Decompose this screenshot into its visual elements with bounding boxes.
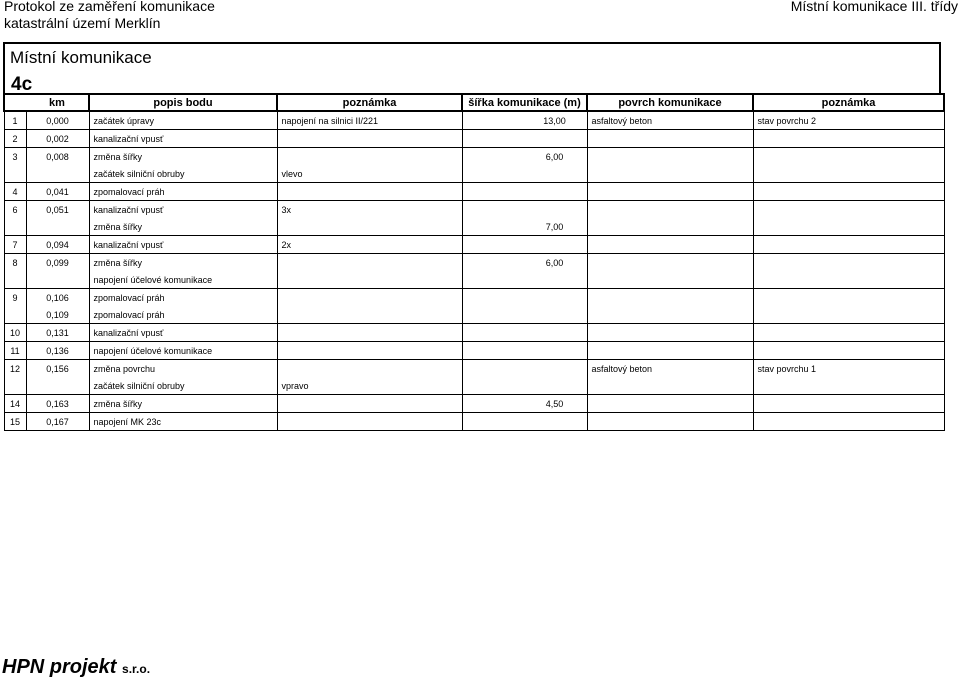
row-description: změna šířky xyxy=(89,254,277,272)
row-surface xyxy=(587,306,753,324)
table-row xyxy=(4,254,944,272)
row-width xyxy=(462,201,587,219)
company-footer xyxy=(2,656,150,679)
row-index: 9 xyxy=(4,289,26,307)
row-index xyxy=(4,377,26,395)
row-width xyxy=(462,306,587,324)
row-note-2 xyxy=(753,218,944,236)
row-index xyxy=(4,218,26,236)
row-index: 3 xyxy=(4,148,26,166)
row-width: 6,00 xyxy=(462,254,587,272)
company-suffix: s.r.o. xyxy=(122,662,151,676)
row-note xyxy=(277,218,462,236)
table-row xyxy=(4,271,944,289)
row-width xyxy=(462,413,587,431)
table-row xyxy=(4,201,944,219)
row-note-2: stav povrchu 1 xyxy=(753,360,944,378)
row-index: 2 xyxy=(4,130,26,148)
row-km: 0,156 xyxy=(26,360,89,378)
row-note-2 xyxy=(753,271,944,289)
row-note-2 xyxy=(753,254,944,272)
row-note-2 xyxy=(753,413,944,431)
table-row xyxy=(4,165,944,183)
header-km: km xyxy=(26,94,89,111)
road-class-label: Místní komunikace III. třídy xyxy=(790,0,958,14)
table-row xyxy=(4,130,944,148)
row-note xyxy=(277,130,462,148)
row-note-2 xyxy=(753,201,944,219)
row-km: 0,008 xyxy=(26,148,89,166)
row-index: 10 xyxy=(4,324,26,342)
row-width xyxy=(462,165,587,183)
row-note xyxy=(277,324,462,342)
header-index xyxy=(4,94,26,111)
row-index: 7 xyxy=(4,236,26,254)
row-note-2 xyxy=(753,183,944,201)
row-note: 2x xyxy=(277,236,462,254)
row-surface xyxy=(587,165,753,183)
header-road-width: šířka komunikace (m) xyxy=(462,94,587,111)
row-width xyxy=(462,236,587,254)
row-km: 0,167 xyxy=(26,413,89,431)
row-width: 13,00 xyxy=(462,111,587,130)
row-surface xyxy=(587,183,753,201)
row-description: zpomalovací práh xyxy=(89,306,277,324)
table-header-row xyxy=(4,94,944,111)
row-description: změna šířky xyxy=(89,218,277,236)
row-description: napojení MK 23c xyxy=(89,413,277,431)
row-note-2 xyxy=(753,324,944,342)
row-index: 4 xyxy=(4,183,26,201)
row-note: vpravo xyxy=(277,377,462,395)
row-note-2 xyxy=(753,148,944,166)
row-note xyxy=(277,360,462,378)
row-note-2 xyxy=(753,236,944,254)
table-row xyxy=(4,306,944,324)
row-index: 14 xyxy=(4,395,26,413)
title-box xyxy=(3,42,941,93)
header-note-2: poznámka xyxy=(753,94,944,111)
row-surface xyxy=(587,289,753,307)
row-index xyxy=(4,165,26,183)
header-note: poznámka xyxy=(277,94,462,111)
table-row xyxy=(4,111,944,130)
row-description: kanalizační vpusť xyxy=(89,201,277,219)
row-surface xyxy=(587,271,753,289)
row-width xyxy=(462,342,587,360)
row-note xyxy=(277,413,462,431)
row-index: 8 xyxy=(4,254,26,272)
table-row xyxy=(4,413,944,431)
row-width xyxy=(462,271,587,289)
row-index: 11 xyxy=(4,342,26,360)
row-note xyxy=(277,289,462,307)
row-km: 0,041 xyxy=(26,183,89,201)
table-row xyxy=(4,360,944,378)
table-row xyxy=(4,395,944,413)
row-width xyxy=(462,183,587,201)
row-note xyxy=(277,306,462,324)
header-road-surface: povrch komunikace xyxy=(587,94,753,111)
row-note-2 xyxy=(753,165,944,183)
row-description: zpomalovací práh xyxy=(89,289,277,307)
row-note xyxy=(277,183,462,201)
row-surface xyxy=(587,254,753,272)
row-km: 0,136 xyxy=(26,342,89,360)
table-row xyxy=(4,342,944,360)
road-protocol-sheet xyxy=(3,42,941,431)
row-description: zpomalovací práh xyxy=(89,183,277,201)
row-surface xyxy=(587,148,753,166)
row-description: změna povrchu xyxy=(89,360,277,378)
row-index xyxy=(4,306,26,324)
row-width: 4,50 xyxy=(462,395,587,413)
row-note-2: stav povrchu 2 xyxy=(753,111,944,130)
row-description: napojení účelové komunikace xyxy=(89,342,277,360)
protocol-title: Protokol ze zaměření komunikace xyxy=(4,0,215,14)
row-description: změna šířky xyxy=(89,395,277,413)
row-surface xyxy=(587,218,753,236)
row-description: změna šířky xyxy=(89,148,277,166)
row-description: napojení účelové komunikace xyxy=(89,271,277,289)
table-row xyxy=(4,289,944,307)
row-description: začátek silniční obruby xyxy=(89,165,277,183)
row-surface xyxy=(587,342,753,360)
survey-table xyxy=(3,93,945,431)
row-surface xyxy=(587,395,753,413)
row-note-2 xyxy=(753,130,944,148)
table-row xyxy=(4,324,944,342)
row-note-2 xyxy=(753,395,944,413)
row-km: 0,099 xyxy=(26,254,89,272)
row-width xyxy=(462,130,587,148)
row-index: 6 xyxy=(4,201,26,219)
row-index xyxy=(4,271,26,289)
row-km xyxy=(26,377,89,395)
row-km xyxy=(26,271,89,289)
row-index: 15 xyxy=(4,413,26,431)
row-surface xyxy=(587,377,753,395)
row-description: kanalizační vpusť xyxy=(89,324,277,342)
row-index: 1 xyxy=(4,111,26,130)
row-description: začátek silniční obruby xyxy=(89,377,277,395)
table-row xyxy=(4,236,944,254)
row-description: kanalizační vpusť xyxy=(89,236,277,254)
row-width xyxy=(462,377,587,395)
row-surface xyxy=(587,413,753,431)
row-km: 0,051 xyxy=(26,201,89,219)
row-note-2 xyxy=(753,289,944,307)
row-km: 0,109 xyxy=(26,306,89,324)
row-km xyxy=(26,218,89,236)
table-row xyxy=(4,183,944,201)
row-km xyxy=(26,165,89,183)
row-index: 12 xyxy=(4,360,26,378)
cadastral-area: katastrální území Merklín xyxy=(4,15,161,31)
row-km: 0,131 xyxy=(26,324,89,342)
row-note-2 xyxy=(753,306,944,324)
row-width xyxy=(462,360,587,378)
row-km: 0,106 xyxy=(26,289,89,307)
row-note xyxy=(277,271,462,289)
row-km: 0,000 xyxy=(26,111,89,130)
row-note xyxy=(277,254,462,272)
company-name: HPN projekt xyxy=(2,656,117,678)
row-width xyxy=(462,289,587,307)
row-surface: asfaltový beton xyxy=(587,360,753,378)
row-km: 0,163 xyxy=(26,395,89,413)
header-point-description: popis bodu xyxy=(89,94,277,111)
row-km: 0,094 xyxy=(26,236,89,254)
table-row xyxy=(4,377,944,395)
row-note xyxy=(277,148,462,166)
row-note-2 xyxy=(753,377,944,395)
row-surface xyxy=(587,201,753,219)
row-note xyxy=(277,342,462,360)
row-description: začátek úpravy xyxy=(89,111,277,130)
row-km: 0,002 xyxy=(26,130,89,148)
doc-title: Místní komunikace xyxy=(10,48,152,67)
row-note xyxy=(277,395,462,413)
table-row xyxy=(4,148,944,166)
row-width: 7,00 xyxy=(462,218,587,236)
row-surface xyxy=(587,236,753,254)
row-surface xyxy=(587,324,753,342)
row-surface: asfaltový beton xyxy=(587,111,753,130)
row-note: 3x xyxy=(277,201,462,219)
row-surface xyxy=(587,130,753,148)
row-note: vlevo xyxy=(277,165,462,183)
row-width: 6,00 xyxy=(462,148,587,166)
table-row xyxy=(4,218,944,236)
row-note: napojení na silnici II/221 xyxy=(277,111,462,130)
document-header-left xyxy=(4,0,215,32)
row-note-2 xyxy=(753,342,944,360)
road-code: 4c xyxy=(11,74,33,95)
row-description: kanalizační vpusť xyxy=(89,130,277,148)
row-width xyxy=(462,324,587,342)
